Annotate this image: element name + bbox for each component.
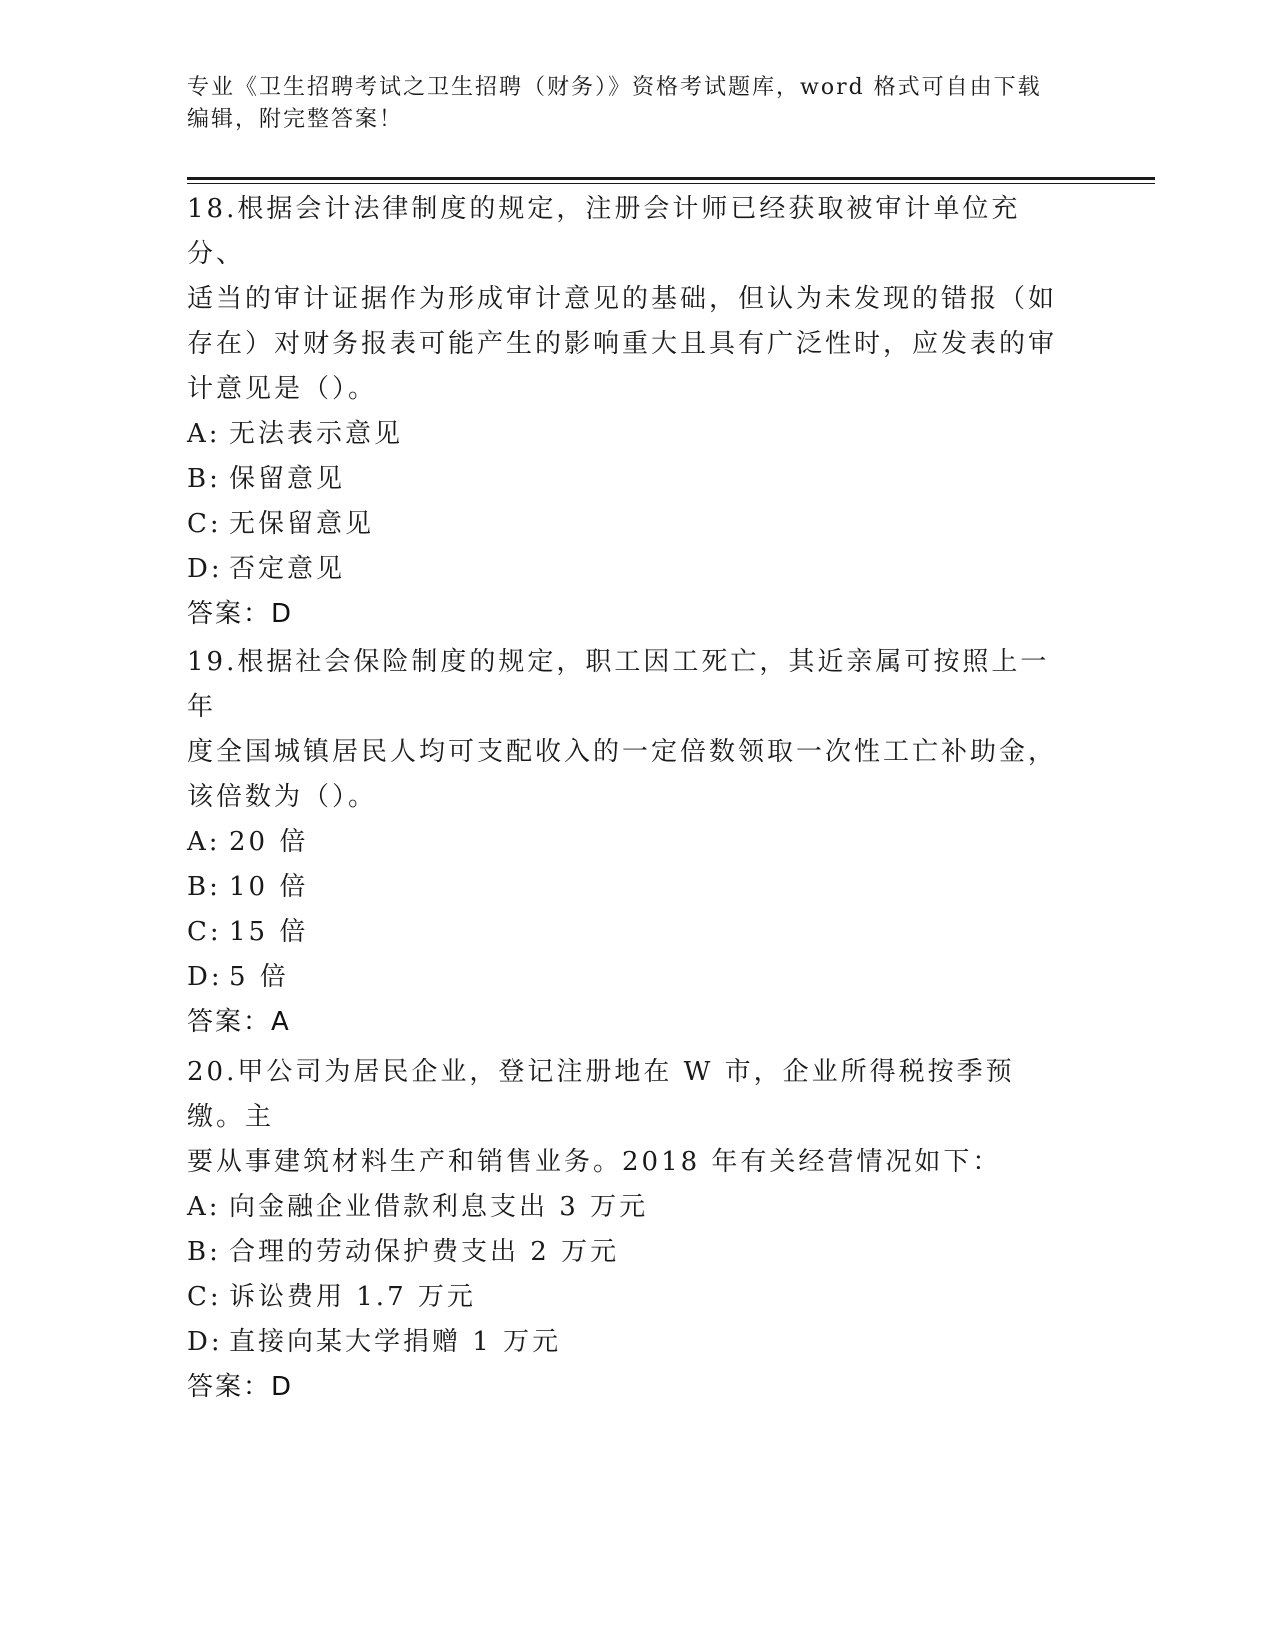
option-letter: C: — [187, 917, 222, 947]
option-letter: A: — [187, 419, 221, 449]
question-18-option-b — [187, 457, 1067, 502]
question-18-line-2: 适当的审计证据作为形成审计意见的基础，但认为未发现的错报（如 — [187, 284, 1058, 314]
header-line-2: 编辑，附完整答案！ — [187, 107, 404, 132]
question-18-line-4: 计意见是（）。 — [187, 374, 378, 404]
option-text: 15 倍 — [229, 917, 309, 947]
option-text: 否定意见 — [229, 554, 346, 584]
question-19-answer: 答案：A — [187, 1007, 291, 1037]
option-text: 无法表示意见 — [229, 419, 404, 449]
question-20-line-2: 要从事建筑材料生产和销售业务。2018 年有关经营情况如下： — [187, 1147, 1002, 1177]
option-text: 诉讼费用 1.7 万元 — [229, 1282, 476, 1312]
option-text: 合理的劳动保护费支出 2 万元 — [229, 1237, 620, 1267]
option-letter: C: — [187, 509, 222, 539]
question-19 — [187, 640, 1067, 1045]
option-letter: D: — [187, 1327, 223, 1357]
question-19-option-b — [187, 865, 1067, 910]
option-letter: B: — [187, 464, 221, 494]
question-18 — [187, 187, 1067, 637]
option-letter: D: — [187, 962, 223, 992]
question-19-option-d — [187, 955, 1067, 1000]
option-text: 10 倍 — [229, 872, 309, 902]
option-text: 保留意见 — [229, 464, 346, 494]
question-18-line-3: 存在）对财务报表可能产生的影响重大且具有广泛性时，应发表的审 — [187, 329, 1058, 359]
header-divider-thin — [187, 183, 1155, 184]
option-letter: B: — [187, 1237, 221, 1267]
question-19-line-3: 该倍数为（）。 — [187, 782, 378, 812]
question-18-answer: 答案：D — [187, 599, 294, 629]
document-header — [187, 72, 1067, 136]
option-letter: D: — [187, 554, 223, 584]
option-text: 直接向某大学捐赠 1 万元 — [229, 1327, 562, 1357]
question-20-option-c — [187, 1275, 1067, 1320]
question-20-line-1: 20.甲公司为居民企业，登记注册地在 W 市，企业所得税按季预缴。主 — [187, 1057, 1015, 1132]
question-20-option-a — [187, 1185, 1067, 1230]
option-text: 20 倍 — [229, 827, 309, 857]
question-20-answer: 答案：D — [187, 1372, 294, 1402]
header-divider-thick — [187, 177, 1155, 180]
option-text: 5 倍 — [229, 962, 289, 992]
option-text: 向金融企业借款利息支出 3 万元 — [229, 1192, 649, 1222]
question-19-line-2: 度全国城镇居民人均可支配收入的一定倍数领取一次性工亡补助金， — [187, 737, 1058, 767]
header-line-1: 专业《卫生招聘考试之卫生招聘（财务）》资格考试题库，word 格式可自由下载 — [187, 75, 1042, 100]
question-19-option-c — [187, 910, 1067, 955]
question-19-option-a — [187, 820, 1067, 865]
option-letter: C: — [187, 1282, 222, 1312]
option-text: 无保留意见 — [229, 509, 375, 539]
question-18-line-1: 18.根据会计法律制度的规定，注册会计师已经获取被审计单位充分、 — [187, 194, 1021, 269]
question-18-option-c — [187, 502, 1067, 547]
option-letter: B: — [187, 872, 221, 902]
option-letter: A: — [187, 1192, 221, 1222]
question-20 — [187, 1050, 1067, 1410]
option-letter: A: — [187, 827, 221, 857]
question-18-option-d — [187, 547, 1067, 592]
question-20-option-b — [187, 1230, 1067, 1275]
question-18-option-a — [187, 412, 1067, 457]
question-20-option-d — [187, 1320, 1067, 1365]
question-19-line-1: 19.根据社会保险制度的规定，职工因工死亡，其近亲属可按照上一年 — [187, 647, 1050, 722]
